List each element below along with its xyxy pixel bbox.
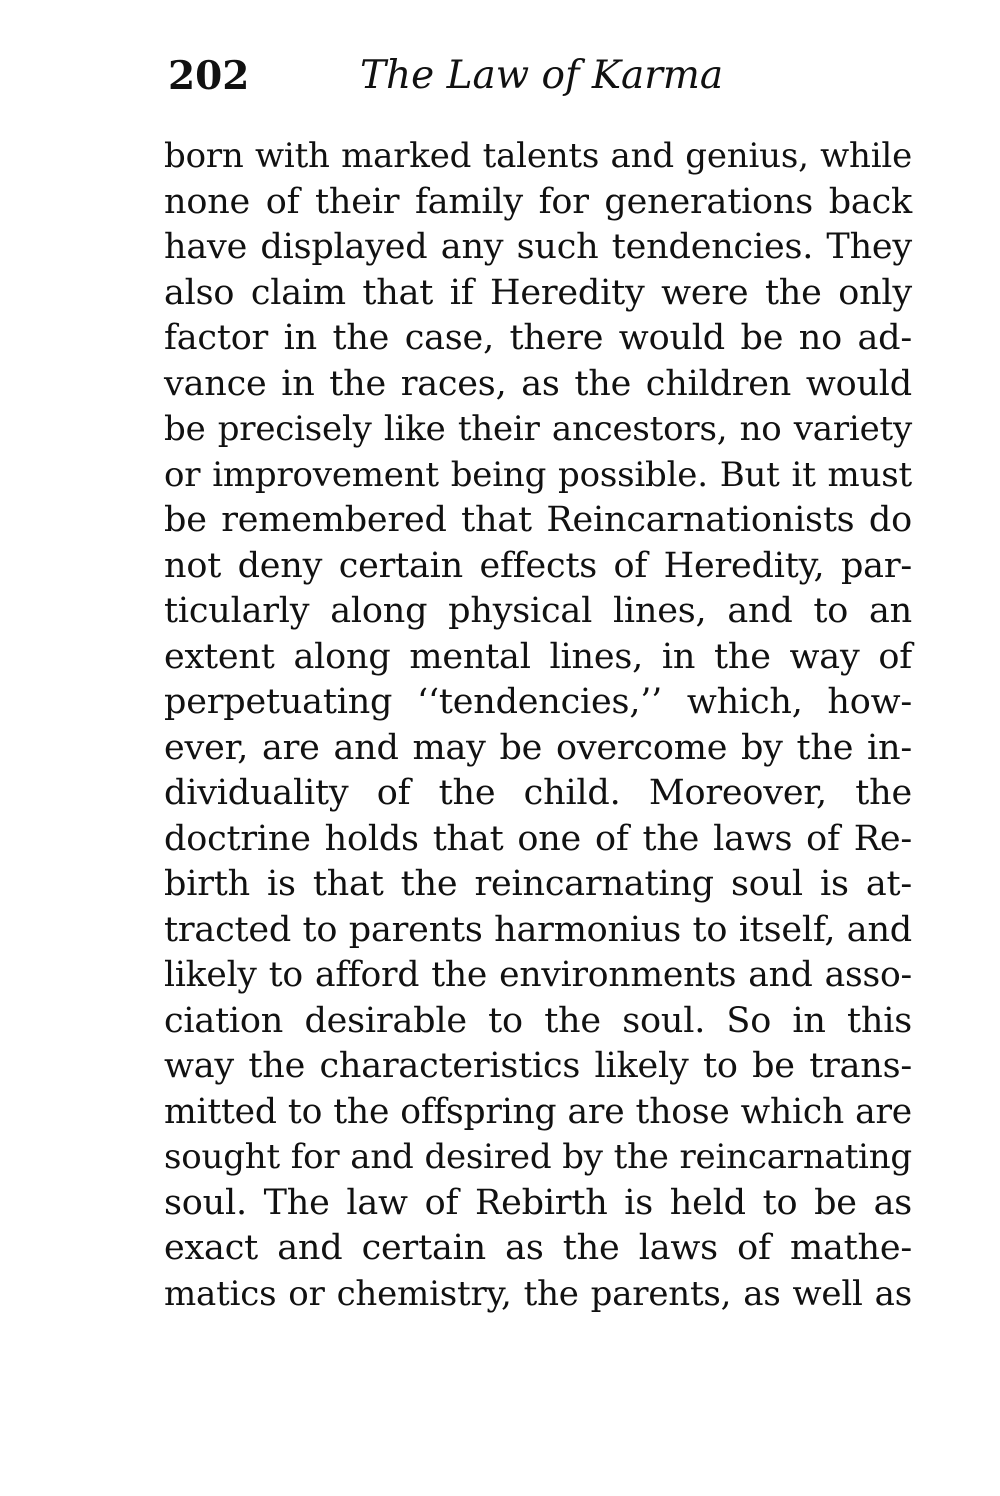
text-line: ever, are and may be overcome by the in- bbox=[164, 727, 912, 768]
text-line: mitted to the offspring are those which are bbox=[164, 1091, 912, 1132]
text-line: sought for and desired by the reincarnating bbox=[164, 1137, 912, 1177]
text-line: way the characteristics likely to be trans- bbox=[164, 1046, 912, 1086]
text-line: vance in the races, as the children would bbox=[164, 363, 912, 404]
text-line: tracted to parents harmonius to itself, and bbox=[164, 909, 912, 950]
text-line: matics or chemistry, the parents, as well as bbox=[164, 1273, 912, 1314]
text-line: ciation desirable to the soul. So in this bbox=[164, 1000, 912, 1041]
text-line: have displayed any such tendencies. They bbox=[164, 227, 912, 267]
text-line: likely to afford the environments and asso- bbox=[164, 955, 912, 995]
text-line: born with marked talents and genius, while bbox=[164, 136, 912, 176]
text-line: not deny certain effects of Heredity, par- bbox=[164, 545, 912, 586]
text-line: factor in the case, there would be no ad- bbox=[164, 318, 912, 358]
text-line: ticularly along physical lines, and to an bbox=[164, 591, 912, 631]
text-line: also claim that if Heredity were the only bbox=[164, 272, 912, 313]
page-number: 202 bbox=[168, 53, 250, 99]
text-line: none of their family for generations back bbox=[164, 181, 912, 222]
text-line: doctrine holds that one of the laws of Re- bbox=[164, 818, 912, 859]
text-line: extent along mental lines, in the way of bbox=[164, 636, 912, 677]
running-title: The Law of Karma bbox=[360, 53, 724, 98]
body-text bbox=[164, 134, 912, 1317]
text-line: exact and certain as the laws of mathe- bbox=[164, 1228, 912, 1268]
text-line: perpetuating ‘‘tendencies,’’ which, how- bbox=[164, 682, 912, 722]
text-line: be remembered that Reincarnationists do bbox=[164, 500, 912, 540]
text-line: or improvement being possible. But it must bbox=[164, 454, 912, 495]
text-line: soul. The law of Rebirth is held to be as bbox=[164, 1182, 912, 1223]
text-line: be precisely like their ancestors, no variety bbox=[164, 409, 912, 449]
text-line: birth is that the reincarnating soul is at- bbox=[164, 864, 912, 904]
text-line: dividuality of the child. Moreover, the bbox=[164, 773, 912, 813]
